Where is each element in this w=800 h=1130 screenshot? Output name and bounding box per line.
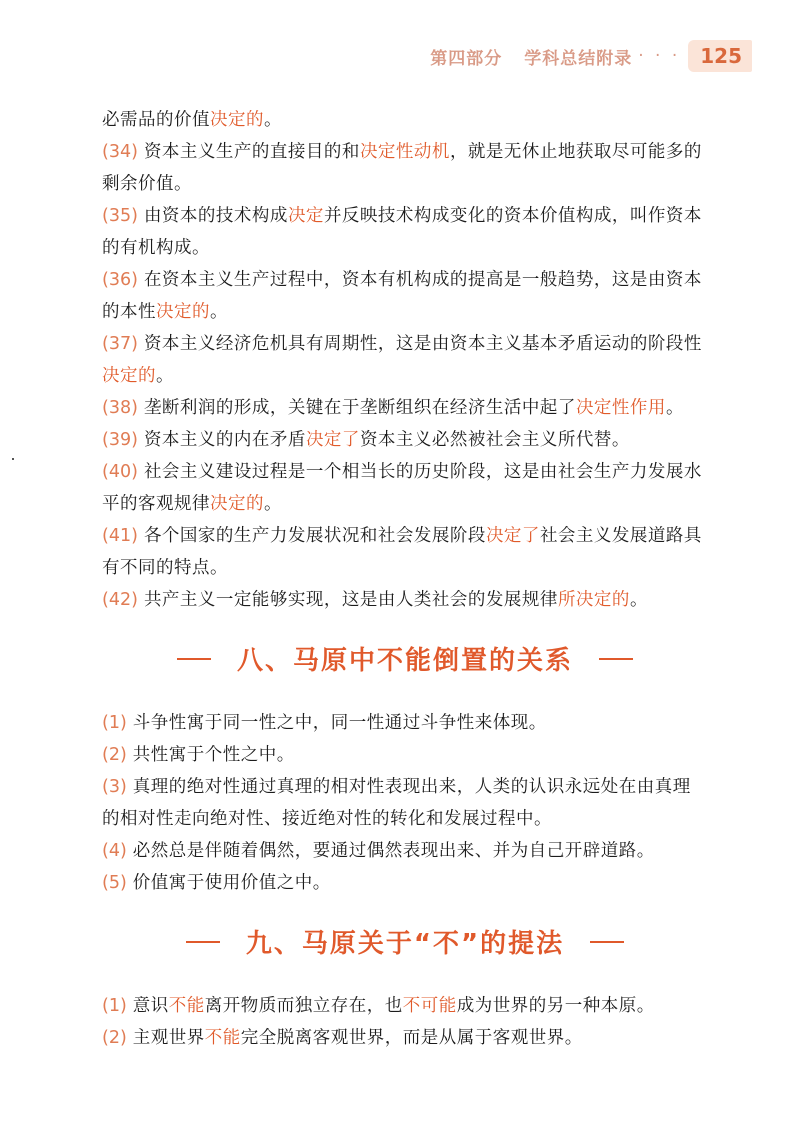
header-part: 第四部分	[430, 48, 503, 69]
item-text: 主观世界	[132, 1028, 205, 1048]
list-item	[102, 424, 708, 456]
item-text: 。	[264, 494, 282, 514]
list-item	[102, 867, 708, 899]
item-text: 。	[629, 590, 648, 610]
item-text: 真理的绝对性通过真理的相对性表现出来，人类的认识永远处在由真理的相对性走向绝对性、接近绝对性的转化和发展过程中。	[102, 777, 691, 829]
item-number: (36)	[102, 270, 138, 290]
highlighted-text: 决定性作用	[575, 398, 666, 418]
item-number: (42)	[102, 590, 138, 610]
page-header	[430, 40, 752, 72]
highlighted-text: 不能	[204, 1028, 241, 1048]
highlighted-text: 决定了	[485, 526, 540, 546]
list-top	[102, 104, 708, 616]
item-text: 。	[665, 398, 684, 418]
section-9-title: 九、马原关于“不”的提法	[245, 929, 565, 959]
heading-dash-left	[186, 941, 220, 943]
item-text: 必需品的价值	[102, 110, 210, 130]
item-text: 共产主义一定能够实现，这是由人类社会的发展规律	[143, 590, 558, 610]
item-text: 价值寓于使用价值之中。	[132, 873, 331, 893]
heading-dash-right	[590, 941, 624, 943]
item-text: 完全脱离客观世界，而是从属于客观世界。	[240, 1028, 583, 1048]
highlighted-text: 不能	[168, 996, 205, 1016]
highlighted-text: 决定性动机	[359, 142, 450, 162]
item-number: (39)	[102, 430, 138, 450]
list-section-8	[102, 707, 708, 899]
item-text: 。	[210, 302, 228, 322]
list-item	[102, 328, 708, 392]
highlighted-text: 决定的	[156, 302, 210, 322]
highlighted-text: 决定的	[210, 110, 264, 130]
heading-dash-right	[599, 658, 633, 660]
item-number: (37)	[102, 334, 138, 354]
item-number: (1)	[102, 713, 127, 733]
item-text: 资本主义经济危机具有周期性，这是由资本主义基本矛盾运动的阶段性	[143, 334, 702, 354]
list-item	[102, 456, 708, 520]
item-number: (41)	[102, 526, 138, 546]
header-dots: · · ·	[638, 46, 681, 66]
list-item	[102, 835, 708, 867]
item-number: (2)	[102, 745, 127, 765]
section-9-heading	[102, 923, 708, 960]
page-number: 125	[688, 40, 752, 72]
highlighted-text: 决定的	[210, 494, 264, 514]
item-text: 。	[156, 366, 174, 386]
item-text: 意识	[132, 996, 169, 1016]
item-text: 各个国家的生产力发展状况和社会发展阶段	[143, 526, 486, 546]
highlighted-text: 所决定的	[557, 590, 630, 610]
item-number: (3)	[102, 777, 127, 797]
list-item	[102, 707, 708, 739]
item-number: (5)	[102, 873, 127, 893]
list-item	[102, 200, 708, 264]
highlighted-text: 决定的	[102, 366, 156, 386]
item-text: 必然总是伴随着偶然，要通过偶然表现出来、并为自己开辟道路。	[132, 841, 655, 861]
scan-speck	[12, 458, 14, 460]
highlighted-text: 决定	[287, 206, 324, 226]
highlighted-text: 决定了	[305, 430, 360, 450]
item-text: 社会主义发展道路具有不同的特点。	[102, 526, 702, 578]
list-item	[102, 520, 708, 584]
item-number: (34)	[102, 142, 138, 162]
item-number: (38)	[102, 398, 138, 418]
section-8-title: 八、马原中不能倒置的关系	[236, 646, 573, 676]
item-number: (40)	[102, 462, 138, 482]
item-text: 资本主义必然被社会主义所代替。	[359, 430, 630, 450]
section-8-heading	[102, 640, 708, 677]
item-text: 资本主义的内在矛盾	[143, 430, 306, 450]
item-number: (4)	[102, 841, 127, 861]
list-item	[102, 104, 708, 136]
list-section-9	[102, 990, 708, 1054]
item-text: 在资本主义生产过程中，资本有机构成的提高是一般趋势，这是由资本的本性	[102, 270, 702, 322]
list-item	[102, 136, 708, 200]
list-item	[102, 739, 708, 771]
item-text: 共性寓于个性之中。	[132, 745, 295, 765]
item-text: 并反映技术构成变化的资本价值构成，叫作资本的有机构成。	[102, 206, 702, 258]
item-number: (35)	[102, 206, 138, 226]
highlighted-text: 不可能	[402, 996, 457, 1016]
list-item	[102, 771, 708, 835]
list-item	[102, 1022, 708, 1054]
item-text: 垄断利润的形成，关键在于垄断组织在经济生活中起了	[143, 398, 576, 418]
item-text: ，就是无休止地获取尽可能多的剩余价值。	[102, 142, 702, 194]
item-text: 。	[264, 110, 282, 130]
list-item	[102, 990, 708, 1022]
item-number: (1)	[102, 996, 127, 1016]
list-item	[102, 584, 708, 616]
heading-dash-left	[177, 658, 211, 660]
item-text: 成为世界的另一种本原。	[456, 996, 655, 1016]
item-number: (2)	[102, 1028, 127, 1048]
page-content	[102, 104, 708, 1054]
item-text: 斗争性寓于同一性之中，同一性通过斗争性来体现。	[132, 713, 547, 733]
item-text: 资本主义生产的直接目的和	[143, 142, 360, 162]
item-text: 社会主义建设过程是一个相当长的历史阶段，这是由社会生产力发展水平的客观规律	[102, 462, 702, 514]
header-title: 学科总结附录	[524, 48, 633, 69]
list-item	[102, 264, 708, 328]
item-text: 由资本的技术构成	[143, 206, 288, 226]
item-text: 离开物质而独立存在，也	[204, 996, 403, 1016]
list-item	[102, 392, 708, 424]
